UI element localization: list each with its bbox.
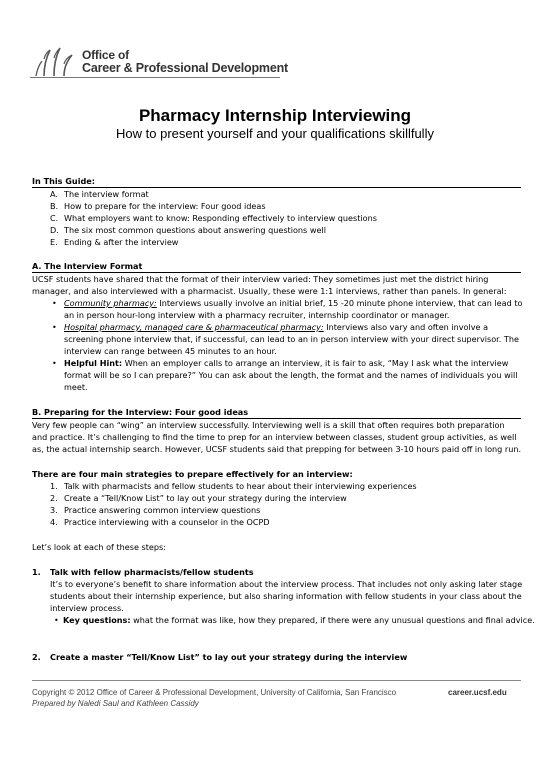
bullet-helpful-hint-cont: meet. [64,382,88,392]
wheat-logo-icon [30,46,78,76]
section-b-paragraph: Very few people can “wing” an interview successfully. Interviewing well is a skill that often requires both preparation [32,420,505,430]
guide-item: D. The six most common questions about answering questions well [50,225,326,235]
guide-heading: In This Guide: [32,176,95,186]
page-subtitle: How to present yourself and your qualifications skillfully [116,126,434,141]
bullet-hospital-pharmacy-cont: screening phone interview that, if successful, can lead to an in person interview with your direct supervisor. The [64,334,519,344]
bullet-icon: • [52,322,57,332]
section-b-heading: B. Preparing for the Interview: Four good ideas [32,407,249,417]
strategies-heading: There are four main strategies to prepare effectively for an interview: [32,469,353,479]
bullet-hospital-pharmacy: Hospital pharmacy, managed care & pharmaceutical pharmacy: Interviews also vary and often involve a [64,322,489,332]
bullet-icon: • [52,358,57,368]
footer-divider [32,680,521,681]
step-1-text: It’s to everyone’s benefit to share information about the interview process. That includes not only asking later stage [50,579,523,589]
bullet-helpful-hint-cont: format will be so I can prepare?” You can ask about the length, the format and the names of individuals you will [64,370,518,380]
strategy-item: 2. Create a “Tell/Know List” to lay out your strategy during the interview [50,493,347,503]
section-b-paragraph: and practice. It’s challenging to find the time to prep for an interview between classes, student group activities, as well [32,432,517,442]
step-2-heading: 2. Create a master “Tell/Know List” to lay out your strategy during the interview [32,652,408,662]
bullet-icon: • [52,298,57,308]
key-questions-item: Key questions: what the format was like, how they prepared, if there were any unusual questions and final advice. [63,615,535,625]
lets-look-text: Let’s look at each of these steps: [32,542,166,552]
step-1-heading: 1. Talk with fellow pharmacists/fellow students [32,567,254,577]
section-a-intro: manager, and also interviewed with a pharmacist. Usually, these were 1:1 interviews, rather than panels. In general: [32,286,507,296]
office-logo [30,46,290,82]
guide-item: E. Ending & after the interview [50,237,179,247]
guide-item: A. The interview format [50,189,149,199]
footer-copyright: Copyright © 2012 Office of Career & Professional Development, University of California, San Francisco [32,688,397,697]
step-1-text: interview process. [50,603,124,613]
logo-office-text: Office of [82,48,129,62]
strategy-item: 3. Practice answering common interview questions [50,505,261,515]
section-a-intro: UCSF students have shared that the format of their interview varied: They sometimes just met the district hiring [32,274,489,284]
strategy-item: 1. Talk with pharmacists and fellow students to hear about their interviewing experiences [50,481,417,491]
logo-department-text: Career & Professional Development [82,61,288,75]
bullet-hospital-pharmacy-cont: interview can range between 45 minutes to an hour. [64,346,277,356]
footer-website-link[interactable]: career.ucsf.edu [448,688,507,697]
section-b-paragraph: as, the actual internship search. However, UCSF students said that prepping for between 3-10 hours paid off in long run. [32,444,522,454]
bullet-helpful-hint: Helpful Hint: When an employer calls to arrange an interview, it is fair to ask, “May I ask what the interview [64,358,509,368]
page-title: Pharmacy Internship Interviewing [138,106,412,125]
strategy-item: 4. Practice interviewing with a counselor in the OCPD [50,517,270,527]
bullet-community-pharmacy-cont: an in person hour-long interview with a pharmacy recruiter, internship coordinator or manager. [64,310,450,320]
footer-prepared-by: Prepared by Naledi Saul and Kathleen Cassidy [32,699,199,708]
bullet-icon: • [54,615,59,625]
step-1-text: students about their internship experience, but also sharing information with fellow students in your class about the [50,591,522,601]
bullet-community-pharmacy: Community pharmacy: Interviews usually involve an initial brief, 15 -20 minute phone interview, that can lead to [64,298,523,308]
logo-divider [30,77,280,78]
guide-item: C. What employers want to know: Responding effectively to interview questions [50,213,377,223]
guide-item: B. How to prepare for the interview: Four good ideas [50,201,266,211]
section-a-heading: A. The Interview Format [32,261,143,271]
